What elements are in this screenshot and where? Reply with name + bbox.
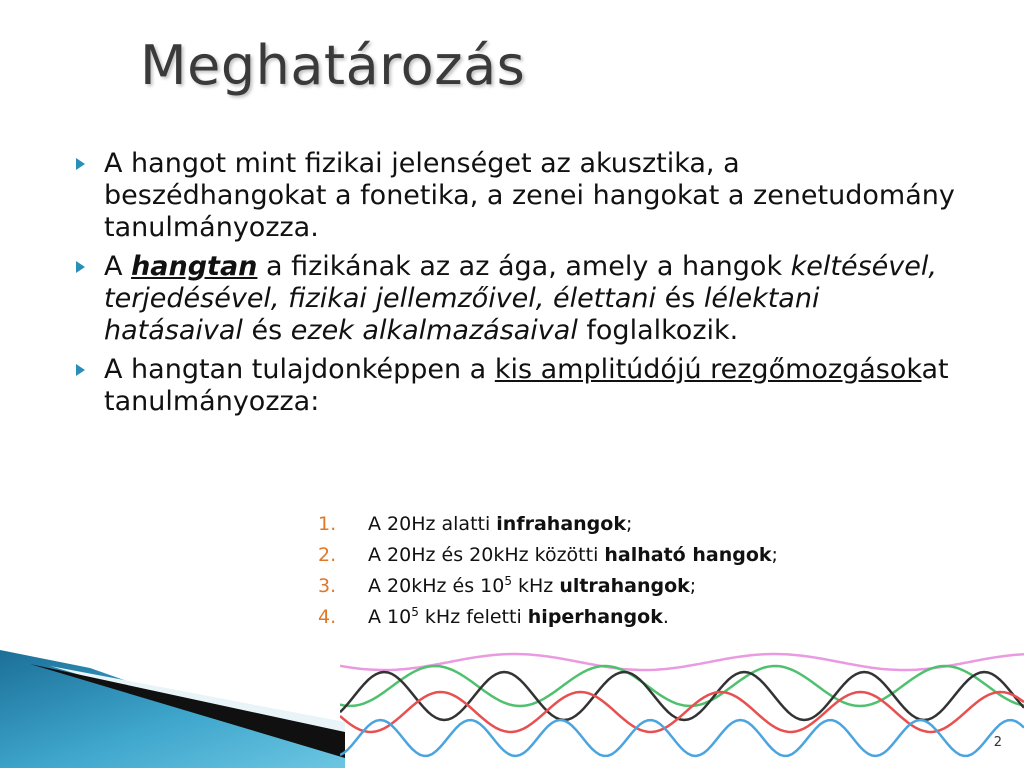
bullet-text: A hangot mint fizikai jelenséget az akusztika, a beszédhangokat a fonetika, a zenei hangokat a zenetudomány tanulmányozza.	[104, 148, 955, 243]
wave-blue	[340, 720, 1024, 756]
wave-red	[340, 692, 1024, 732]
list-term: infrahangok	[496, 513, 626, 535]
list-number: 4.	[318, 606, 337, 627]
italic-run: lélektani hatásaival	[104, 283, 820, 346]
text-run: a fizikának az az ága, amely a hangok	[257, 251, 791, 282]
text-run: A	[104, 251, 132, 282]
bullet-arrow-icon	[76, 364, 85, 376]
list-text: A 20Hz alatti	[368, 513, 497, 535]
list-punct: .	[662, 606, 669, 627]
list-number: 1.	[318, 513, 337, 535]
superscript: 5	[411, 605, 419, 619]
bullet-arrow-icon	[76, 158, 85, 170]
sound-waves-decoration	[340, 636, 1024, 768]
text-run: foglalkozik.	[577, 315, 739, 346]
italic-run: ezek alkalmazásaival	[290, 315, 578, 346]
corner-decoration	[0, 640, 345, 768]
list-item	[318, 540, 918, 571]
list-punct: ;	[689, 575, 697, 597]
slide-title: Meghatározás	[140, 34, 526, 97]
list-item	[318, 509, 918, 540]
term-hangtan: hangtan	[131, 251, 258, 282]
list-text: A 20Hz és 20kHz közötti	[368, 544, 605, 566]
list-text: kHz feletti	[418, 606, 528, 627]
list-number: 3.	[318, 575, 337, 597]
wave-green	[340, 666, 1024, 706]
list-text: A 20kHz és 10	[368, 575, 505, 597]
wave-black	[340, 672, 1024, 720]
bullet-item	[76, 148, 966, 244]
list-text: A 10	[368, 606, 412, 627]
list-term: halható hangok	[604, 544, 772, 566]
underlined-run: kis amplitúdójú rezgőmozgások	[494, 354, 922, 385]
superscript: 5	[504, 574, 512, 588]
list-item	[318, 602, 918, 627]
list-number: 2.	[318, 544, 337, 566]
list-item	[318, 571, 918, 602]
bullet-list	[76, 148, 966, 425]
text-run: és	[656, 283, 704, 314]
list-term: ultrahangok	[559, 575, 690, 597]
text-run: at tanulmányozza:	[104, 354, 949, 417]
bullet-arrow-icon	[76, 261, 85, 273]
text-run: és	[242, 315, 291, 346]
list-term: hiperhangok	[527, 606, 663, 627]
bullet-item	[76, 251, 966, 347]
italic-run: keltésével, terjedésével, fizikai jellemzőivel, élettani	[104, 251, 937, 314]
list-punct: ;	[625, 513, 633, 535]
blue-swoosh	[0, 650, 345, 768]
list-punct: ;	[771, 544, 778, 566]
page-number: 2	[993, 735, 1002, 750]
bullet-item	[76, 354, 966, 418]
list-text: kHz	[511, 575, 560, 597]
text-run: A hangtan tulajdonképpen a	[104, 354, 495, 385]
numbered-list	[318, 509, 918, 627]
